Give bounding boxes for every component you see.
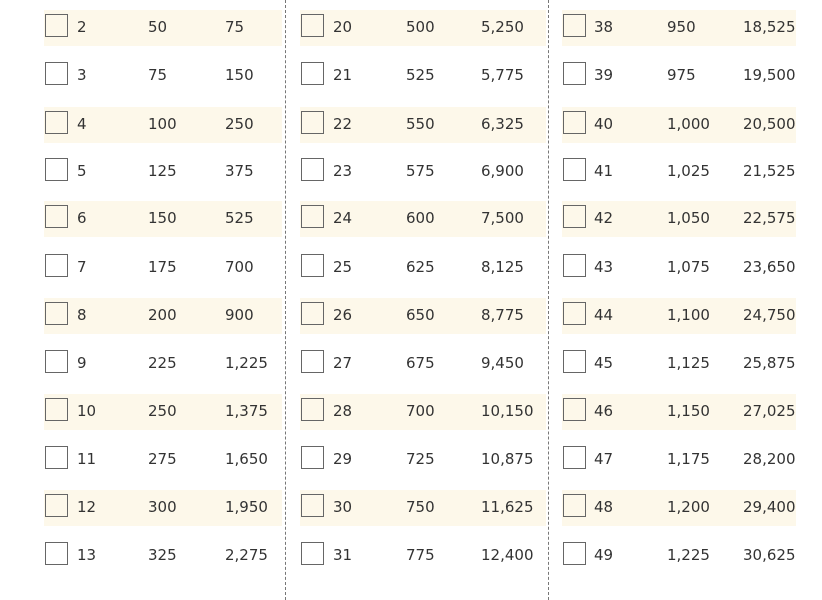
table-row <box>562 154 796 190</box>
day-checkbox[interactable] <box>45 205 68 228</box>
day-number: 29 <box>333 450 353 468</box>
day-checkbox[interactable] <box>301 254 324 277</box>
running-total: 6,900 <box>481 162 524 180</box>
running-total: 28,200 <box>743 450 796 468</box>
day-number: 22 <box>333 115 353 133</box>
day-number: 21 <box>333 66 353 84</box>
day-checkbox[interactable] <box>45 62 68 85</box>
day-checkbox[interactable] <box>45 494 68 517</box>
day-number: 46 <box>594 402 614 420</box>
day-checkbox[interactable] <box>563 254 586 277</box>
table-row <box>44 10 282 46</box>
day-number: 23 <box>333 162 353 180</box>
running-total: 5,775 <box>481 66 524 84</box>
day-checkbox[interactable] <box>45 111 68 134</box>
day-checkbox[interactable] <box>45 446 68 469</box>
day-amount: 225 <box>148 354 177 372</box>
day-number: 28 <box>333 402 353 420</box>
running-total: 22,575 <box>743 209 796 227</box>
day-checkbox[interactable] <box>301 542 324 565</box>
day-amount: 775 <box>406 546 435 564</box>
day-amount: 675 <box>406 354 435 372</box>
running-total: 29,400 <box>743 498 796 516</box>
table-row <box>44 490 282 526</box>
day-checkbox[interactable] <box>563 14 586 37</box>
table-row <box>44 58 282 94</box>
running-total: 10,875 <box>481 450 534 468</box>
day-amount: 1,025 <box>667 162 710 180</box>
table-row <box>300 346 546 382</box>
table-row <box>300 250 546 286</box>
running-total: 8,775 <box>481 306 524 324</box>
day-checkbox[interactable] <box>301 494 324 517</box>
table-row <box>44 538 282 574</box>
day-amount: 725 <box>406 450 435 468</box>
day-number: 40 <box>594 115 614 133</box>
table-row <box>562 298 796 334</box>
running-total: 700 <box>225 258 254 276</box>
day-amount: 175 <box>148 258 177 276</box>
table-row <box>44 442 282 478</box>
table-row <box>562 538 796 574</box>
table-row <box>44 346 282 382</box>
day-number: 27 <box>333 354 353 372</box>
table-row <box>300 298 546 334</box>
day-checkbox[interactable] <box>563 302 586 325</box>
running-total: 525 <box>225 209 254 227</box>
day-checkbox[interactable] <box>563 494 586 517</box>
running-total: 24,750 <box>743 306 796 324</box>
day-number: 49 <box>594 546 614 564</box>
day-number: 4 <box>77 115 87 133</box>
day-checkbox[interactable] <box>301 158 324 181</box>
table-row <box>562 201 796 237</box>
running-total: 7,500 <box>481 209 524 227</box>
table-row <box>44 298 282 334</box>
day-amount: 275 <box>148 450 177 468</box>
day-amount: 1,225 <box>667 546 710 564</box>
day-checkbox[interactable] <box>45 14 68 37</box>
day-number: 48 <box>594 498 614 516</box>
day-number: 3 <box>77 66 87 84</box>
running-total: 21,525 <box>743 162 796 180</box>
day-amount: 1,200 <box>667 498 710 516</box>
day-number: 10 <box>77 402 97 420</box>
day-number: 24 <box>333 209 353 227</box>
table-row <box>562 107 796 143</box>
running-total: 27,025 <box>743 402 796 420</box>
day-checkbox[interactable] <box>563 398 586 421</box>
day-amount: 550 <box>406 115 435 133</box>
day-number: 45 <box>594 354 614 372</box>
day-checkbox[interactable] <box>45 158 68 181</box>
day-number: 26 <box>333 306 353 324</box>
running-total: 30,625 <box>743 546 796 564</box>
running-total: 18,525 <box>743 18 796 36</box>
day-checkbox[interactable] <box>301 205 324 228</box>
day-amount: 1,175 <box>667 450 710 468</box>
running-total: 23,650 <box>743 258 796 276</box>
day-number: 5 <box>77 162 87 180</box>
day-amount: 700 <box>406 402 435 420</box>
running-total: 11,625 <box>481 498 534 516</box>
running-total: 375 <box>225 162 254 180</box>
running-total: 10,150 <box>481 402 534 420</box>
day-amount: 50 <box>148 18 168 36</box>
day-amount: 100 <box>148 115 177 133</box>
running-total: 20,500 <box>743 115 796 133</box>
running-total: 19,500 <box>743 66 796 84</box>
running-total: 25,875 <box>743 354 796 372</box>
table-row <box>562 346 796 382</box>
day-number: 42 <box>594 209 614 227</box>
day-number: 11 <box>77 450 97 468</box>
table-row <box>562 10 796 46</box>
day-amount: 525 <box>406 66 435 84</box>
day-checkbox[interactable] <box>301 111 324 134</box>
running-total: 900 <box>225 306 254 324</box>
table-row <box>300 442 546 478</box>
day-checkbox[interactable] <box>563 205 586 228</box>
running-total: 1,225 <box>225 354 268 372</box>
day-number: 12 <box>77 498 97 516</box>
day-number: 20 <box>333 18 353 36</box>
day-checkbox[interactable] <box>301 446 324 469</box>
day-checkbox[interactable] <box>45 254 68 277</box>
running-total: 250 <box>225 115 254 133</box>
day-checkbox[interactable] <box>45 398 68 421</box>
running-total: 1,375 <box>225 402 268 420</box>
table-row <box>300 490 546 526</box>
running-total: 5,250 <box>481 18 524 36</box>
day-checkbox[interactable] <box>45 350 68 373</box>
day-number: 8 <box>77 306 87 324</box>
table-row <box>300 394 546 430</box>
day-amount: 625 <box>406 258 435 276</box>
day-checkbox[interactable] <box>45 542 68 565</box>
column-divider <box>548 0 549 600</box>
day-number: 39 <box>594 66 614 84</box>
day-amount: 950 <box>667 18 696 36</box>
day-checkbox[interactable] <box>563 158 586 181</box>
table-row <box>300 107 546 143</box>
day-checkbox[interactable] <box>45 302 68 325</box>
table-row <box>300 154 546 190</box>
day-amount: 500 <box>406 18 435 36</box>
day-number: 38 <box>594 18 614 36</box>
day-checkbox[interactable] <box>301 302 324 325</box>
day-amount: 250 <box>148 402 177 420</box>
day-number: 7 <box>77 258 87 276</box>
running-total: 12,400 <box>481 546 534 564</box>
day-amount: 125 <box>148 162 177 180</box>
table-row <box>44 201 282 237</box>
day-amount: 1,075 <box>667 258 710 276</box>
day-amount: 1,125 <box>667 354 710 372</box>
table-row <box>300 538 546 574</box>
running-total: 2,275 <box>225 546 268 564</box>
table-row <box>44 394 282 430</box>
running-total: 1,650 <box>225 450 268 468</box>
day-number: 6 <box>77 209 87 227</box>
running-total: 1,950 <box>225 498 268 516</box>
day-amount: 1,100 <box>667 306 710 324</box>
day-checkbox[interactable] <box>563 111 586 134</box>
day-amount: 650 <box>406 306 435 324</box>
day-amount: 150 <box>148 209 177 227</box>
day-number: 41 <box>594 162 614 180</box>
day-checkbox[interactable] <box>563 62 586 85</box>
running-total: 8,125 <box>481 258 524 276</box>
table-row <box>562 394 796 430</box>
day-number: 13 <box>77 546 97 564</box>
day-number: 43 <box>594 258 614 276</box>
day-amount: 300 <box>148 498 177 516</box>
day-number: 30 <box>333 498 353 516</box>
table-row <box>300 201 546 237</box>
table-row <box>44 154 282 190</box>
day-amount: 975 <box>667 66 696 84</box>
table-row <box>300 58 546 94</box>
day-number: 25 <box>333 258 353 276</box>
day-amount: 325 <box>148 546 177 564</box>
day-number: 44 <box>594 306 614 324</box>
table-row <box>44 250 282 286</box>
day-amount: 1,050 <box>667 209 710 227</box>
day-number: 2 <box>77 18 87 36</box>
table-row <box>562 58 796 94</box>
table-row <box>562 442 796 478</box>
day-checkbox[interactable] <box>563 542 586 565</box>
day-amount: 575 <box>406 162 435 180</box>
running-total: 9,450 <box>481 354 524 372</box>
day-amount: 1,150 <box>667 402 710 420</box>
day-checkbox[interactable] <box>301 62 324 85</box>
day-amount: 750 <box>406 498 435 516</box>
day-checkbox[interactable] <box>301 14 324 37</box>
day-amount: 600 <box>406 209 435 227</box>
day-number: 9 <box>77 354 87 372</box>
column-divider <box>285 0 286 600</box>
day-number: 47 <box>594 450 614 468</box>
table-row <box>562 250 796 286</box>
day-checkbox[interactable] <box>563 446 586 469</box>
table-row <box>562 490 796 526</box>
table-row <box>300 10 546 46</box>
table-row <box>44 107 282 143</box>
day-amount: 75 <box>148 66 168 84</box>
running-total: 75 <box>225 18 245 36</box>
day-amount: 1,000 <box>667 115 710 133</box>
day-checkbox[interactable] <box>301 398 324 421</box>
day-checkbox[interactable] <box>563 350 586 373</box>
day-number: 31 <box>333 546 353 564</box>
day-amount: 200 <box>148 306 177 324</box>
running-total: 150 <box>225 66 254 84</box>
running-total: 6,325 <box>481 115 524 133</box>
day-checkbox[interactable] <box>301 350 324 373</box>
